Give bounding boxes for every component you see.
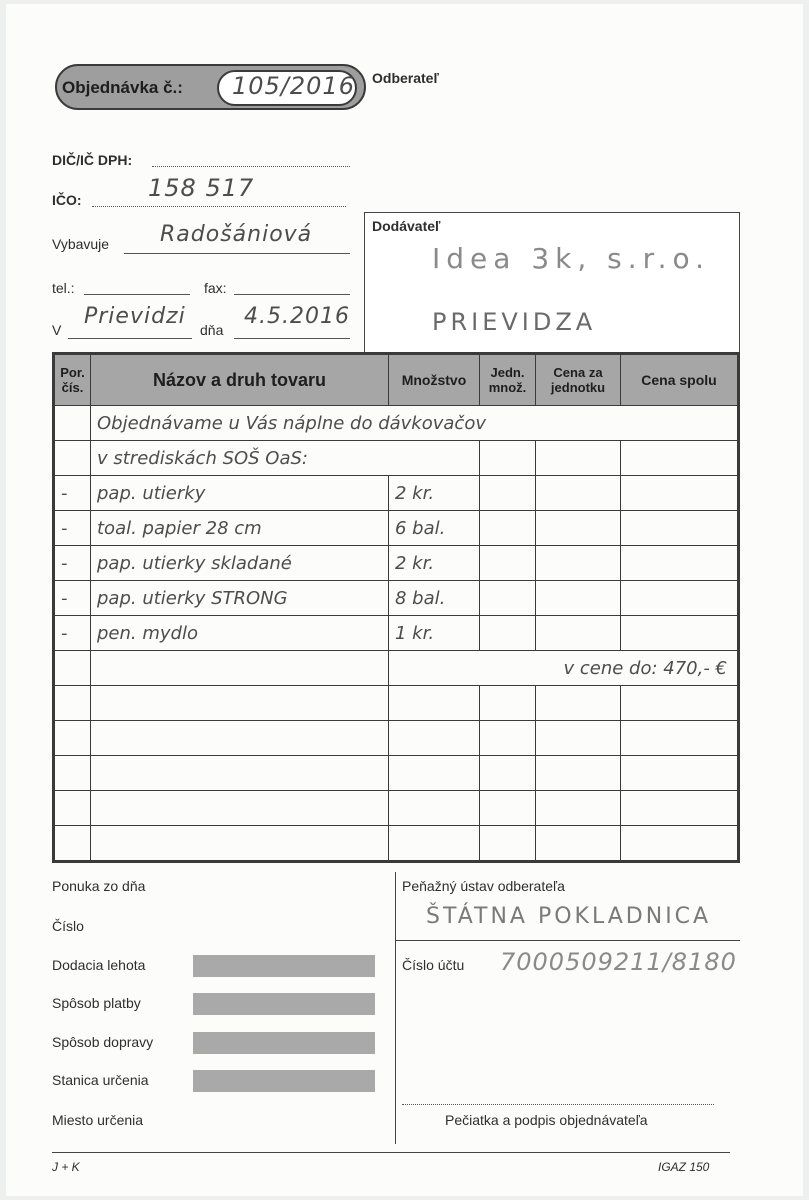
customer-heading: Odberateľ	[372, 70, 439, 86]
handled-by-line	[124, 253, 350, 254]
intro-line-1: Objednávame u Vás náplne do dávkovačov	[91, 406, 739, 441]
price-note: v cene do: 470,- €	[389, 651, 739, 686]
tel-line	[84, 294, 190, 295]
transport-label: Spôsob dopravy	[52, 1034, 154, 1050]
row-no: -	[54, 616, 91, 651]
table-header-row	[54, 354, 739, 406]
footer-divider	[395, 872, 396, 1144]
row-name: pap. utierky skladané	[91, 546, 389, 581]
destination-label: Miesto určenia	[52, 1112, 144, 1128]
row-qty: 2 kr.	[389, 476, 480, 511]
form-code: IGAZ 150	[658, 1160, 710, 1174]
stamp-label: Pečiatka a podpis objednávateľa	[445, 1112, 648, 1128]
dic-dotted-line	[152, 166, 350, 167]
table-row	[54, 441, 739, 476]
col-header-no: Por. čís.	[54, 354, 91, 406]
station-label: Stanica určenia	[52, 1072, 149, 1088]
col-header-qty: Množstvo	[389, 354, 480, 406]
row-qty: 6 bal.	[389, 511, 480, 546]
table-row	[54, 476, 739, 511]
delivery-label: Dodacia lehota	[52, 957, 146, 973]
number-label: Číslo	[52, 918, 84, 934]
row-name: pen. mydlo	[91, 616, 389, 651]
payment-shaded-field	[193, 993, 375, 1015]
supplier-box	[364, 212, 740, 360]
tel-label: tel.:	[52, 280, 75, 296]
supplier-city: PRIEVIDZA	[432, 308, 597, 336]
row-name: pap. utierky	[91, 476, 389, 511]
table-row	[54, 406, 739, 441]
row-qty: 1 kr.	[389, 616, 480, 651]
date-line	[234, 338, 350, 339]
bank-label: Peňažný ústav odberateľa	[402, 878, 565, 894]
row-name: pap. utierky STRONG	[91, 581, 389, 616]
handled-by-label: Vybavuje	[52, 236, 110, 252]
col-header-unit-price: Cena za jednotku	[536, 354, 621, 406]
table-row	[54, 826, 739, 862]
delivery-shaded-field	[193, 955, 375, 977]
account-value: 7000509211/8180	[500, 948, 737, 976]
signature-dotted-line	[402, 1104, 714, 1105]
col-header-total: Cena spolu	[621, 354, 739, 406]
table-row	[54, 756, 739, 791]
table-row	[54, 686, 739, 721]
table-row	[54, 616, 739, 651]
row-no: -	[54, 581, 91, 616]
handled-by-value: Radošániová	[160, 222, 313, 247]
table-row	[54, 651, 739, 686]
table-row	[54, 791, 739, 826]
table-row	[54, 721, 739, 756]
dic-label: DIČ/IČ DPH:	[52, 152, 133, 168]
fax-line	[234, 294, 350, 295]
offer-label: Ponuka zo dňa	[52, 878, 146, 894]
items-table	[52, 352, 740, 863]
row-no: -	[54, 476, 91, 511]
row-qty: 8 bal.	[389, 581, 480, 616]
station-shaded-field	[193, 1070, 375, 1092]
date-value: 4.5.2016	[244, 304, 350, 329]
col-header-unit: Jedn. množ.	[480, 354, 536, 406]
table-row	[54, 546, 739, 581]
table-row	[54, 581, 739, 616]
row-name: toal. papier 28 cm	[91, 511, 389, 546]
bank-value: ŠTÁTNA POKLADNICA	[426, 904, 712, 929]
account-label: Číslo účtu	[402, 957, 465, 973]
place-label: V	[52, 322, 62, 338]
intro-line-2: v strediskách SOŠ OaS:	[91, 441, 480, 476]
payment-label: Spôsob platby	[52, 995, 141, 1011]
publisher-mark: J + K	[52, 1160, 80, 1174]
order-label: Objednávka č.:	[62, 78, 183, 97]
ico-value: 158 517	[148, 174, 255, 202]
order-number: 105/2016	[232, 72, 355, 100]
bottom-rule	[52, 1152, 730, 1153]
row-no: -	[54, 511, 91, 546]
ico-label: IČO:	[52, 192, 82, 208]
date-label: dňa	[200, 322, 224, 338]
supplier-heading: Dodávateľ	[372, 218, 441, 234]
place-line	[68, 338, 192, 339]
bank-separator	[395, 940, 740, 941]
col-header-name: Názov a druh tovaru	[91, 354, 389, 406]
row-qty: 2 kr.	[389, 546, 480, 581]
fax-label: fax:	[204, 280, 227, 296]
table-row	[54, 511, 739, 546]
transport-shaded-field	[193, 1032, 375, 1054]
ico-dotted-line	[92, 206, 346, 207]
row-no: -	[54, 546, 91, 581]
place-value: Prievidzi	[84, 304, 186, 329]
supplier-name: Idea 3k, s.r.o.	[432, 242, 711, 275]
